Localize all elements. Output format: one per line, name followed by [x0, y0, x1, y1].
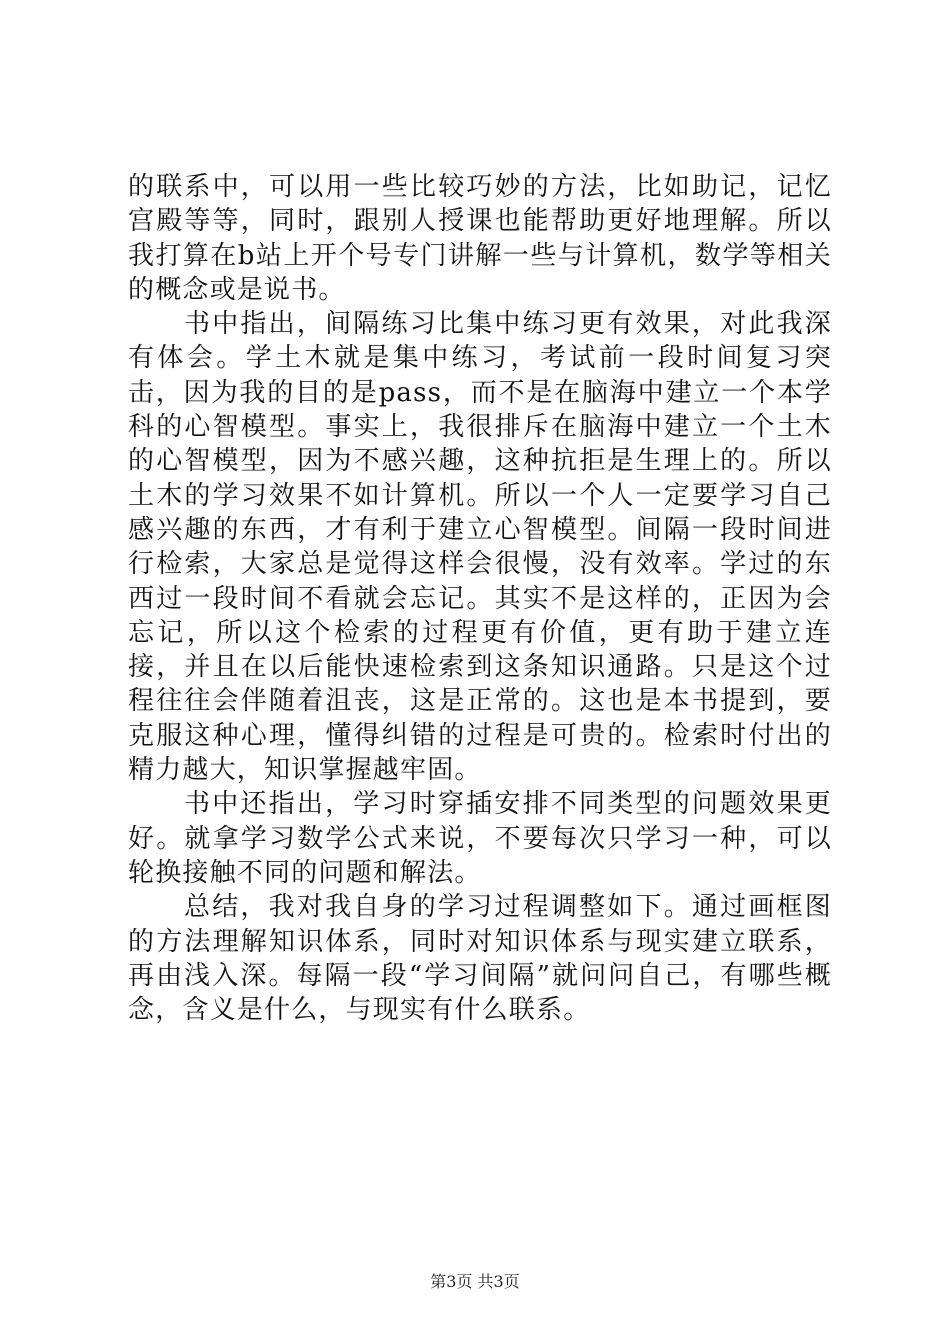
paragraph-2: 书中指出，间隔练习比集中练习更有效果，对此我深有体会。学土木就是集中练习，考试前一段时间复习突击，因为我的目的是pass，而不是在脑海中建立一个本学科的心智模型。事实上，我很排斥在脑海中建立一个土木的心智模型，因为不感兴趣，这种抗拒是生理上的。所以土木的学习效果不如计算机。所以一个人一定要学习自己感兴趣的东西，才有利于建立心智模型。间隔一段时间进行检索，大家总是觉得这样会很慢，没有效率。学过的东西过一段时间不看就会忘记。其实不是这样的，正因为会忘记，所以这个检索的过程更有价值，更有助于建立连接，并且在以后能快速检索到这条知识通路。只是这个过程往往会伴随着沮丧，这是正常的。这也是本书提到，要克服这种心理，懂得纠错的过程是可贵的。检索时付出的精力越大，知识掌握越牢固。: [128, 309, 832, 786]
page-number-footer: 第3页 共3页: [430, 1272, 520, 1291]
document-body: [128, 170, 832, 1027]
paragraph-3: 书中还指出，学习时穿插安排不同类型的问题效果更好。就拿学习数学公式来说，不要每次只学习一种，可以轮换接触不同的问题和解法。: [128, 789, 832, 888]
paragraph-4: 总结，我对我自身的学习过程调整如下。通过画框图的方法理解知识体系，同时对知识体系与现实建立联系，再由浅入深。每隔一段“学习间隔”就问问自己，有哪些概念，含义是什么，与现实有什么联系。: [128, 892, 832, 1026]
paragraph-1: 的联系中，可以用一些比较巧妙的方法，比如助记，记忆宫殿等等，同时，跟别人授课也能帮助更好地理解。所以我打算在b站上开个号专门讲解一些与计算机，数学等相关的概念或是说书。: [128, 172, 832, 305]
